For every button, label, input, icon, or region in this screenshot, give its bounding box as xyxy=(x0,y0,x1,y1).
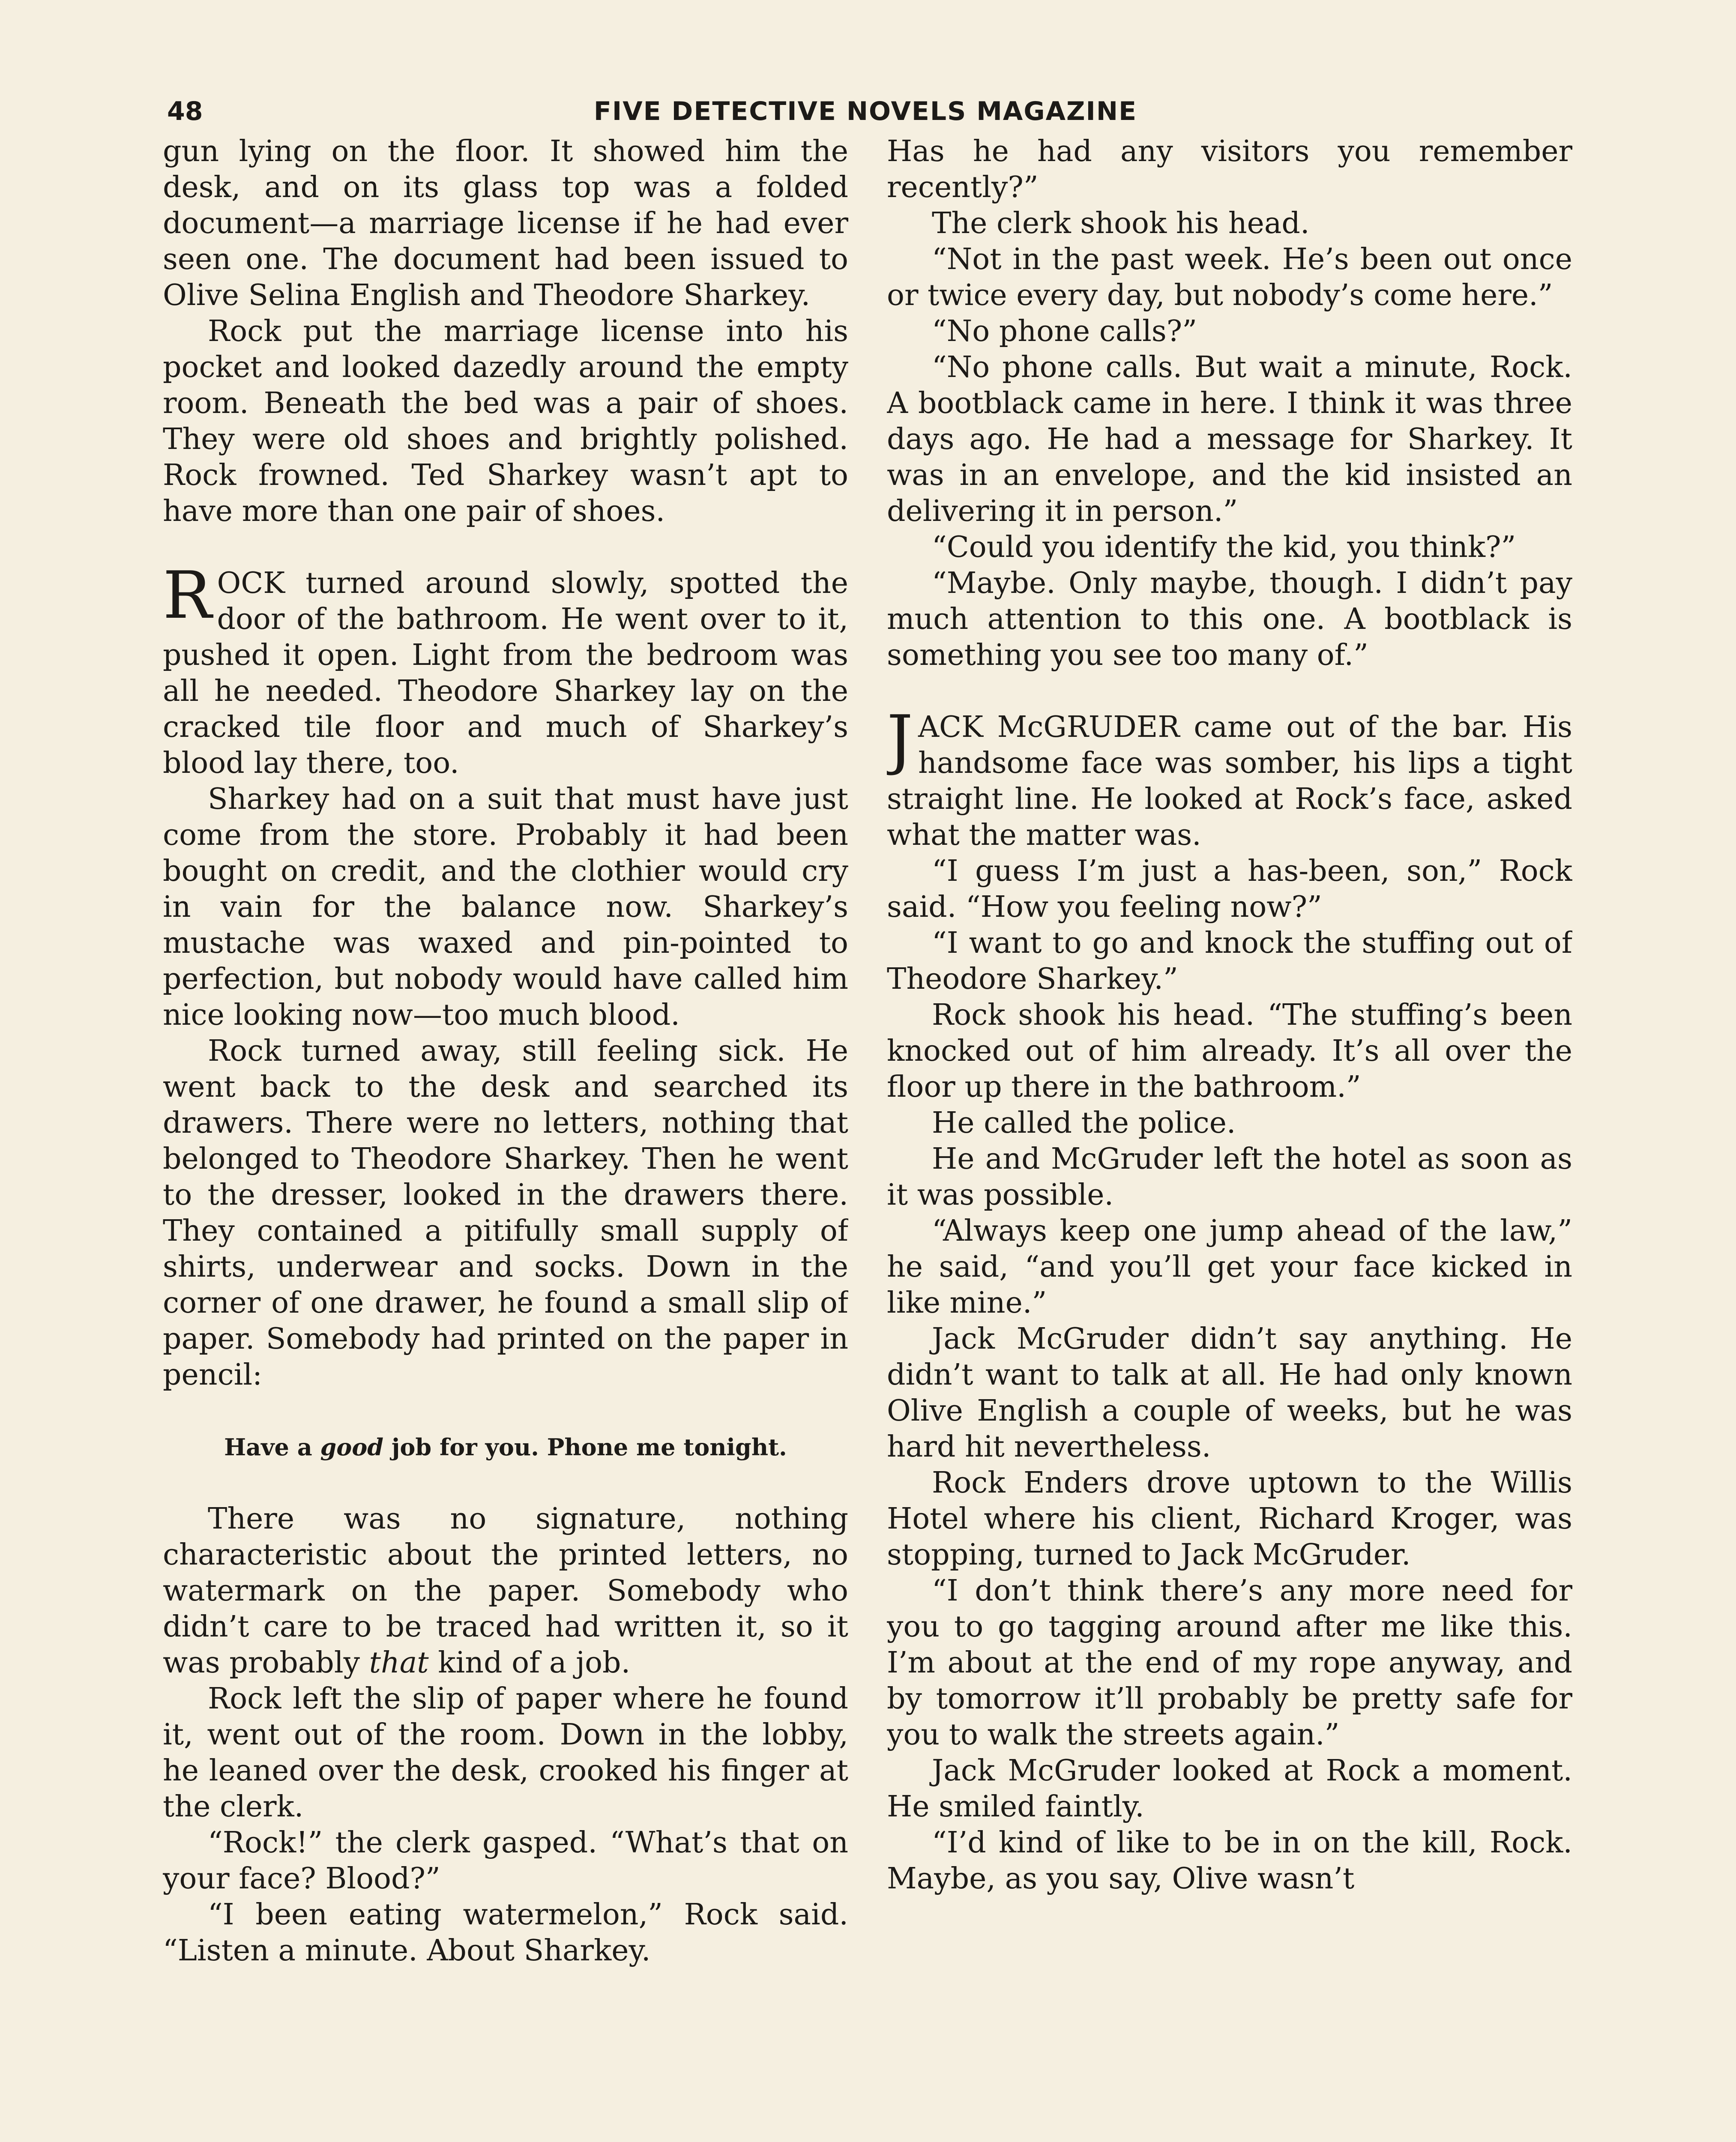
paragraph: He called the police. xyxy=(932,1106,1236,1140)
left-column xyxy=(163,134,848,2142)
paragraph: Rock left the slip of paper where he found it, went out of the room. Down in the lobby, he leaned over the desk, crooked his finger at the clerk. xyxy=(163,1682,848,1824)
paragraph: Jack McGruder looked at Rock a moment. He smiled faintly. xyxy=(887,1754,1572,1824)
page-header xyxy=(167,92,1564,131)
note-text: Have a xyxy=(224,1433,320,1461)
paragraph: Sharkey had on a suit that must have just come from the store. Probably it had been bought on credit, and the clothier would cry in vain for the balance now. Sharkey’s mustache was waxed and pin-pointed to perfection, but nobody would have called him nice looking now—too much blood. xyxy=(163,782,848,1032)
paragraph: “I want to go and knock the stuffing out of Theodore Sharkey.” xyxy=(887,926,1572,996)
paragraph xyxy=(163,1501,848,1681)
paragraph: “I been eating watermelon,” Rock said. “Listen a minute. About Sharkey. xyxy=(163,1898,848,1968)
paragraph: “Maybe. Only maybe, though. I didn’t pay much attention to this one. A bootblack is something you see too many of.” xyxy=(887,566,1572,672)
paragraph: “Could you identify the kid, you think?” xyxy=(932,530,1516,564)
note-text: job for you. Phone me tonight. xyxy=(383,1433,787,1461)
paragraph: Jack McGruder didn’t say anything. He didn’t want to talk at all. He had only known Olive English a couple of weeks, but he was hard hit nevertheless. xyxy=(887,1322,1572,1464)
paragraph: The clerk shook his head. xyxy=(932,206,1310,240)
paragraph-text: There was no signature, nothing characteristic about the printed letters, no watermark on the paper. Somebody who didn’t care to be traced had written it, so it was probably xyxy=(163,1502,848,1680)
page-number: 48 xyxy=(167,96,203,126)
paragraph-text: OCK turned around slowly, spotted the door of the bathroom. He went over to it, pushed it open. Light from the bedroom was all he needed. Theodore Sharkey lay on the cracked tile floor and much of Sharkey’s blood lay there, too. xyxy=(163,566,848,780)
paragraph: “No phone calls. But wait a minute, Rock. A bootblack came in here. I think it was three days ago. He had a message for Sharkey. It was in an envelope, and the kid insisted an delivering it in person.” xyxy=(887,350,1572,528)
paragraph: Rock shook his head. “The stuffing’s been knocked out of him already. It’s all over the floor up there in the bathroom.” xyxy=(887,998,1572,1104)
paragraph: “Rock!” the clerk gasped. “What’s that on your face? Blood?” xyxy=(163,1826,848,1896)
paragraph: Rock Enders drove uptown to the Willis Hotel where his client, Richard Kroger, was stopping, turned to Jack McGruder. xyxy=(887,1466,1572,1572)
paragraph: “I’d kind of like to be in on the kill, Rock. Maybe, as you say, Olive wasn’t xyxy=(887,1826,1572,1896)
drop-cap: J xyxy=(887,701,913,777)
paragraph: Has he had any visitors you remember recently?” xyxy=(887,135,1572,204)
running-title: FIVE DETECTIVE NOVELS MAGAZINE xyxy=(593,96,1137,126)
drop-cap: R xyxy=(163,557,212,633)
section-opening-paragraph xyxy=(887,701,1572,853)
note-emphasis: good xyxy=(320,1433,384,1461)
paragraph: “Not in the past week. He’s been out once or twice every day, but nobody’s come here.” xyxy=(887,242,1572,312)
paragraph-text: kind of a job. xyxy=(428,1646,631,1680)
printed-note xyxy=(163,1429,848,1465)
paragraph-text: ACK McGRUDER came out of the bar. His handsome face was somber, his lips a tight straight line. He looked at Rock’s face, asked what the matter was. xyxy=(887,710,1572,852)
right-column xyxy=(887,134,1572,2142)
paragraph: gun lying on the floor. It showed him the desk, and on its glass top was a folded document—a marriage license if he had ever seen one. The document had been issued to Olive Selina English and Theodore Sharkey. xyxy=(163,135,848,312)
paragraph: Rock turned away, still feeling sick. He went back to the desk and searched its drawers. There were no letters, nothing that belonged to Theodore Sharkey. Then he went to the dresser, looked in the drawers there. They contained a pitifully small supply of shirts, underwear and socks. Down in the corner of one drawer, he found a small slip of paper. Somebody had printed on the paper in pencil: xyxy=(163,1034,848,1392)
paragraph: “Always keep one jump ahead of the law,” he said, “and you’ll get your face kicked in like mine.” xyxy=(887,1214,1572,1320)
paragraph: “I guess I’m just a has-been, son,” Rock said. “How you feeling now?” xyxy=(887,854,1572,924)
paragraph: Rock put the marriage license into his pocket and looked dazedly around the empty room. Beneath the bed was a pair of shoes. They were old shoes and brightly polished. Rock frowned. Ted Sharkey wasn’t apt to have more than one pair of shoes. xyxy=(163,314,848,528)
paragraph: “No phone calls?” xyxy=(932,314,1197,348)
emphasis: that xyxy=(369,1646,429,1680)
section-opening-paragraph xyxy=(163,557,848,781)
paragraph: “I don’t think there’s any more need for you to go tagging around after me like this. I’m about at the end of my rope anyway, and by tomorrow it’ll probably be pretty safe for you to walk the streets again.” xyxy=(887,1574,1572,1752)
paragraph: He and McGruder left the hotel as soon as it was possible. xyxy=(887,1142,1572,1212)
